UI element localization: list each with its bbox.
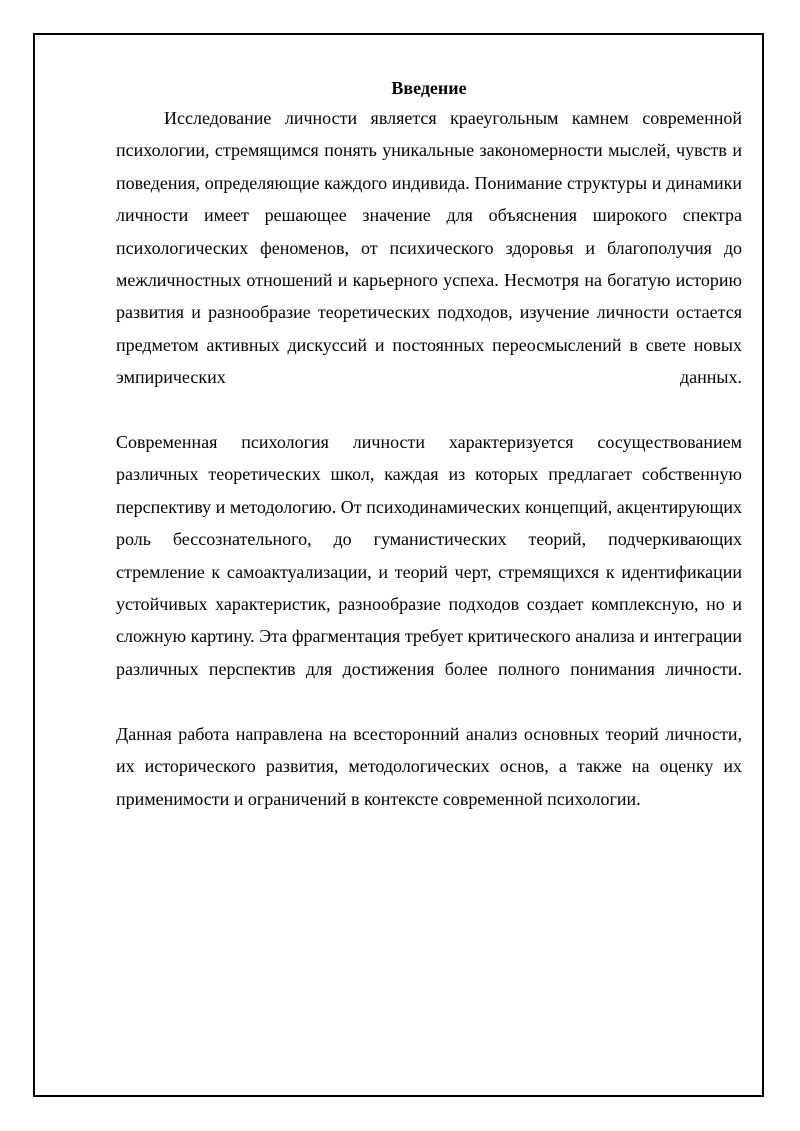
- paragraph-gap: [116, 394, 742, 426]
- paragraph-gap: [116, 685, 742, 717]
- document-title: Введение: [391, 78, 467, 98]
- paragraph-aim: Данная работа направлена на всесторонний анализ основных теорий личности, их исторического развития, методологических основ, а также на оценку их применимости и ограничений в контексте современной психологии.: [116, 723, 742, 809]
- paragraph-schools: Современная психология личности характеризуется сосуществованием различных теоретических школ, каждая из которых предлагает собственную перспективу и методологию. От психодинамических концепций, акцентирующих роль бессознательного, до гуманистических теорий, подчеркивающих стремление к самоактуализации, и теорий черт, стремящихся к идентификации устойчивых характеристик, разнообразие подходов создает комплексную, но и сложную картину. Эта фрагментация требует критического анализа и интеграции различных перспектив для достижения более полного понимания личности.: [116, 432, 742, 679]
- paragraph-intro: Исследование личности является краеугольным камнем современной психологии, стремящимся понять уникальные закономерности мыслей, чувств и поведения, определяющие каждого индивида. Понимание структуры и динамики личности имеет решающее значение для объяснения широкого спектра психологических феноменов, от психического здоровья и благополучия до межличностных отношений и карьерного успеха. Несмотря на богатую историю развития и разнообразие теоретических подходов, изучение личности остается предметом активных дискуссий и постоянных переосмыслений в свете новых эмпирических данных.: [116, 108, 742, 388]
- document-body: [116, 74, 742, 815]
